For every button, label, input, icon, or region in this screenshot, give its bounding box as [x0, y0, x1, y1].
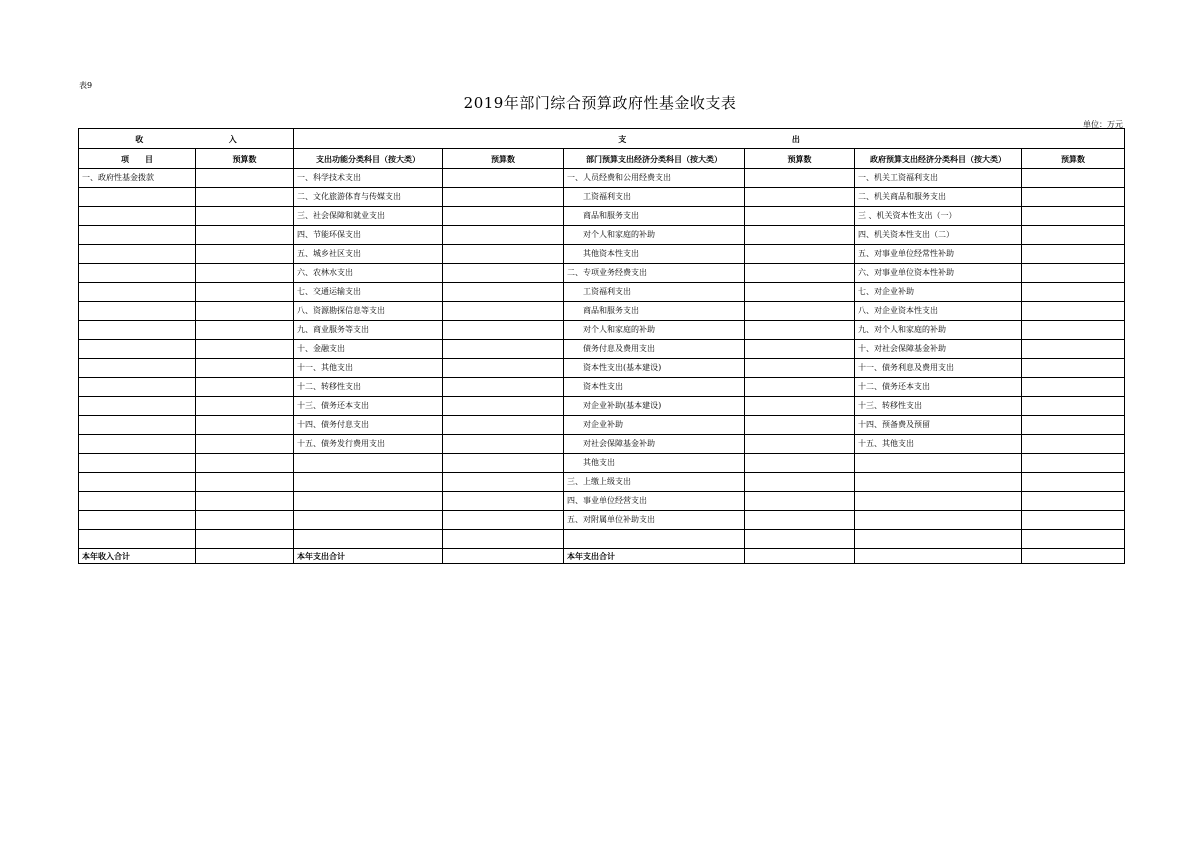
expense-total-value-2 — [745, 549, 855, 564]
dept-economic-class-cell: 债务付息及费用支出 — [564, 340, 745, 359]
gov-economic-class-cell: 十二、债务还本支出 — [855, 378, 1022, 397]
function-budget-cell — [443, 435, 564, 454]
dept-budget-cell — [745, 511, 855, 530]
table-row — [79, 397, 1125, 416]
dept-economic-class-cell: 商品和服务支出 — [564, 207, 745, 226]
gov-budget-cell — [1022, 454, 1125, 473]
dept-economic-class-cell: 其他支出 — [564, 454, 745, 473]
table-number: 表9 — [79, 81, 93, 90]
function-class-cell: 六、农林水支出 — [294, 264, 443, 283]
col-header-dept-economic-class: 部门预算支出经济分类科目（按大类） — [564, 149, 745, 169]
income-budget-cell — [196, 340, 294, 359]
col-header-gov-economic-class: 政府预算支出经济分类科目（按大类） — [855, 149, 1022, 169]
income-budget-cell — [196, 454, 294, 473]
dept-economic-class-cell: 资本性支出 — [564, 378, 745, 397]
income-item-cell — [79, 302, 196, 321]
dept-budget-cell — [745, 454, 855, 473]
table-row — [79, 435, 1125, 454]
table-row — [79, 416, 1125, 435]
gov-budget-cell — [1022, 530, 1125, 549]
income-item-cell — [79, 435, 196, 454]
table-row — [79, 245, 1125, 264]
income-budget-cell — [196, 492, 294, 511]
gov-economic-class-cell: 九、对个人和家庭的补助 — [855, 321, 1022, 340]
function-class-cell: 十三、债务还本支出 — [294, 397, 443, 416]
dept-budget-cell — [745, 226, 855, 245]
income-item-cell — [79, 188, 196, 207]
income-budget-cell — [196, 359, 294, 378]
income-total-label: 本年收入合计 — [79, 549, 196, 564]
income-budget-cell — [196, 264, 294, 283]
dept-budget-cell — [745, 473, 855, 492]
col-header-budget-1: 预算数 — [196, 149, 294, 169]
income-header-char-2: 入 — [228, 133, 237, 144]
income-header-char-1: 收 — [135, 133, 144, 144]
dept-economic-class-cell: 一、人员经费和公用经费支出 — [564, 169, 745, 188]
dept-budget-cell — [745, 359, 855, 378]
function-budget-cell — [443, 245, 564, 264]
expense-total-value-3 — [1022, 549, 1125, 564]
gov-budget-cell — [1022, 302, 1125, 321]
dept-budget-cell — [745, 283, 855, 302]
dept-budget-cell — [745, 378, 855, 397]
gov-economic-class-cell: 十、对社会保障基金补助 — [855, 340, 1022, 359]
gov-economic-class-cell: 八、对企业资本性支出 — [855, 302, 1022, 321]
income-item-cell — [79, 530, 196, 549]
gov-economic-class-cell — [855, 454, 1022, 473]
page-title: 2019年部门综合预算政府性基金收支表 — [463, 94, 737, 112]
table-row — [79, 188, 1125, 207]
table-row — [79, 207, 1125, 226]
col-header-budget-3: 预算数 — [745, 149, 855, 169]
table-row — [79, 359, 1125, 378]
expense-header-char-1: 支 — [618, 133, 627, 144]
income-budget-cell — [196, 226, 294, 245]
dept-budget-cell — [745, 340, 855, 359]
gov-economic-class-cell: 一、机关工资福利支出 — [855, 169, 1022, 188]
gov-budget-cell — [1022, 188, 1125, 207]
function-budget-cell — [443, 264, 564, 283]
unit-label: 单位：万元 — [1083, 120, 1123, 129]
function-class-cell — [294, 454, 443, 473]
gov-budget-cell — [1022, 435, 1125, 454]
gov-budget-cell — [1022, 226, 1125, 245]
table-row — [79, 283, 1125, 302]
dept-budget-cell — [745, 245, 855, 264]
function-class-cell — [294, 530, 443, 549]
dept-economic-class-cell: 对个人和家庭的补助 — [564, 321, 745, 340]
function-class-cell: 十五、债务发行费用支出 — [294, 435, 443, 454]
gov-budget-cell — [1022, 397, 1125, 416]
dept-economic-class-cell: 对企业补助 — [564, 416, 745, 435]
gov-budget-cell — [1022, 492, 1125, 511]
col-header-budget-4: 预算数 — [1022, 149, 1125, 169]
gov-budget-cell — [1022, 283, 1125, 302]
function-class-cell: 七、交通运输支出 — [294, 283, 443, 302]
table-row — [79, 378, 1125, 397]
function-class-cell: 五、城乡社区支出 — [294, 245, 443, 264]
gov-budget-cell — [1022, 264, 1125, 283]
gov-economic-class-cell: 十五、其他支出 — [855, 435, 1022, 454]
dept-budget-cell — [745, 397, 855, 416]
dept-budget-cell — [745, 207, 855, 226]
table-row — [79, 492, 1125, 511]
gov-budget-cell — [1022, 378, 1125, 397]
income-budget-cell — [196, 397, 294, 416]
dept-budget-cell — [745, 492, 855, 511]
gov-economic-class-cell — [855, 492, 1022, 511]
gov-economic-class-cell: 十四、预备费及预留 — [855, 416, 1022, 435]
function-class-cell — [294, 473, 443, 492]
function-budget-cell — [443, 378, 564, 397]
dept-economic-class-cell: 对社会保障基金补助 — [564, 435, 745, 454]
dept-economic-class-cell: 对个人和家庭的补助 — [564, 226, 745, 245]
gov-economic-class-cell: 七、对企业补助 — [855, 283, 1022, 302]
function-budget-cell — [443, 340, 564, 359]
expense-header-char-2: 出 — [791, 133, 800, 144]
gov-budget-cell — [1022, 359, 1125, 378]
income-item-cell — [79, 454, 196, 473]
gov-economic-class-cell: 三 、机关资本性支出（一） — [855, 207, 1022, 226]
income-budget-cell — [196, 207, 294, 226]
dept-budget-cell — [745, 321, 855, 340]
function-budget-cell — [443, 207, 564, 226]
function-budget-cell — [443, 511, 564, 530]
budget-table — [78, 128, 1125, 564]
dept-economic-class-cell: 对企业补助(基本建设) — [564, 397, 745, 416]
dept-economic-class-cell: 四、事业单位经营支出 — [564, 492, 745, 511]
gov-budget-cell — [1022, 416, 1125, 435]
dept-economic-class-cell: 其他资本性支出 — [564, 245, 745, 264]
function-budget-cell — [443, 169, 564, 188]
col-header-budget-2: 预算数 — [443, 149, 564, 169]
function-budget-cell — [443, 530, 564, 549]
income-budget-cell — [196, 530, 294, 549]
col-header-function-class: 支出功能分类科目（按大类） — [294, 149, 443, 169]
function-budget-cell — [443, 492, 564, 511]
function-class-cell: 二、文化旅游体育与传媒支出 — [294, 188, 443, 207]
income-item-cell — [79, 340, 196, 359]
income-budget-cell — [196, 302, 294, 321]
income-item-cell — [79, 283, 196, 302]
function-class-cell — [294, 511, 443, 530]
income-item-cell — [79, 397, 196, 416]
function-class-cell: 三、社会保障和就业支出 — [294, 207, 443, 226]
gov-economic-class-cell: 二、机关商品和服务支出 — [855, 188, 1022, 207]
gov-budget-cell — [1022, 511, 1125, 530]
dept-budget-cell — [745, 435, 855, 454]
table-row — [79, 473, 1125, 492]
table-row — [79, 340, 1125, 359]
income-item-cell — [79, 245, 196, 264]
income-item-cell — [79, 207, 196, 226]
totals-row — [79, 549, 1125, 564]
function-budget-cell — [443, 302, 564, 321]
income-budget-cell — [196, 435, 294, 454]
gov-budget-cell — [1022, 473, 1125, 492]
table-row — [79, 530, 1125, 549]
function-budget-cell — [443, 226, 564, 245]
function-class-cell: 十二、转移性支出 — [294, 378, 443, 397]
expense-section-header — [294, 129, 1125, 149]
income-budget-cell — [196, 511, 294, 530]
gov-budget-cell — [1022, 245, 1125, 264]
function-class-cell: 八、资源勘探信息等支出 — [294, 302, 443, 321]
header-row-sections — [79, 129, 1125, 149]
dept-budget-cell — [745, 169, 855, 188]
table-row — [79, 454, 1125, 473]
function-budget-cell — [443, 473, 564, 492]
dept-economic-class-cell: 商品和服务支出 — [564, 302, 745, 321]
income-item-cell — [79, 416, 196, 435]
dept-budget-cell — [745, 188, 855, 207]
dept-budget-cell — [745, 416, 855, 435]
income-item-cell — [79, 321, 196, 340]
table-row — [79, 302, 1125, 321]
function-class-cell: 十一、其他支出 — [294, 359, 443, 378]
function-budget-cell — [443, 397, 564, 416]
income-item-cell — [79, 492, 196, 511]
gov-economic-class-cell — [855, 511, 1022, 530]
income-item-cell: 一、政府性基金拨款 — [79, 169, 196, 188]
expense-total-value-1 — [443, 549, 564, 564]
dept-budget-cell — [745, 530, 855, 549]
income-budget-cell — [196, 169, 294, 188]
income-item-cell — [79, 473, 196, 492]
gov-economic-class-cell: 五、对事业单位经常性补助 — [855, 245, 1022, 264]
income-item-cell — [79, 511, 196, 530]
income-budget-cell — [196, 283, 294, 302]
gov-economic-class-cell: 十三、转移性支出 — [855, 397, 1022, 416]
function-budget-cell — [443, 454, 564, 473]
table-row — [79, 511, 1125, 530]
income-total-value — [196, 549, 294, 564]
function-class-cell: 一、科学技术支出 — [294, 169, 443, 188]
function-budget-cell — [443, 416, 564, 435]
expense-total-label-1: 本年支出合计 — [294, 549, 443, 564]
function-budget-cell — [443, 283, 564, 302]
income-budget-cell — [196, 473, 294, 492]
gov-budget-cell — [1022, 340, 1125, 359]
gov-budget-cell — [1022, 169, 1125, 188]
expense-total-blank — [855, 549, 1022, 564]
dept-economic-class-cell: 工资福利支出 — [564, 188, 745, 207]
dept-economic-class-cell: 工资福利支出 — [564, 283, 745, 302]
function-class-cell: 十、金融支出 — [294, 340, 443, 359]
gov-budget-cell — [1022, 207, 1125, 226]
dept-economic-class-cell: 五、对附属单位补助支出 — [564, 511, 745, 530]
dept-budget-cell — [745, 302, 855, 321]
dept-budget-cell — [745, 264, 855, 283]
function-budget-cell — [443, 188, 564, 207]
gov-budget-cell — [1022, 321, 1125, 340]
income-item-cell — [79, 378, 196, 397]
dept-economic-class-cell: 二、专项业务经费支出 — [564, 264, 745, 283]
table-row — [79, 321, 1125, 340]
dept-economic-class-cell: 资本性支出(基本建设) — [564, 359, 745, 378]
gov-economic-class-cell: 四、机关资本性支出（二） — [855, 226, 1022, 245]
income-budget-cell — [196, 378, 294, 397]
dept-economic-class-cell: 三、上缴上级支出 — [564, 473, 745, 492]
function-class-cell: 十四、债务付息支出 — [294, 416, 443, 435]
table-row — [79, 169, 1125, 188]
function-class-cell — [294, 492, 443, 511]
dept-economic-class-cell — [564, 530, 745, 549]
income-budget-cell — [196, 321, 294, 340]
income-item-cell — [79, 359, 196, 378]
table-row — [79, 226, 1125, 245]
table-row — [79, 264, 1125, 283]
income-budget-cell — [196, 188, 294, 207]
income-section-header — [79, 129, 294, 149]
gov-economic-class-cell — [855, 530, 1022, 549]
expense-total-label-2: 本年支出合计 — [564, 549, 745, 564]
function-class-cell: 九、商业服务等支出 — [294, 321, 443, 340]
income-budget-cell — [196, 245, 294, 264]
income-item-cell — [79, 264, 196, 283]
income-budget-cell — [196, 416, 294, 435]
header-row-columns — [79, 149, 1125, 169]
gov-economic-class-cell: 六、对事业单位资本性补助 — [855, 264, 1022, 283]
function-class-cell: 四、节能环保支出 — [294, 226, 443, 245]
gov-economic-class-cell — [855, 473, 1022, 492]
income-item-cell — [79, 226, 196, 245]
col-header-item: 项 目 — [79, 149, 196, 169]
gov-economic-class-cell: 十一、债务利息及费用支出 — [855, 359, 1022, 378]
function-budget-cell — [443, 359, 564, 378]
function-budget-cell — [443, 321, 564, 340]
